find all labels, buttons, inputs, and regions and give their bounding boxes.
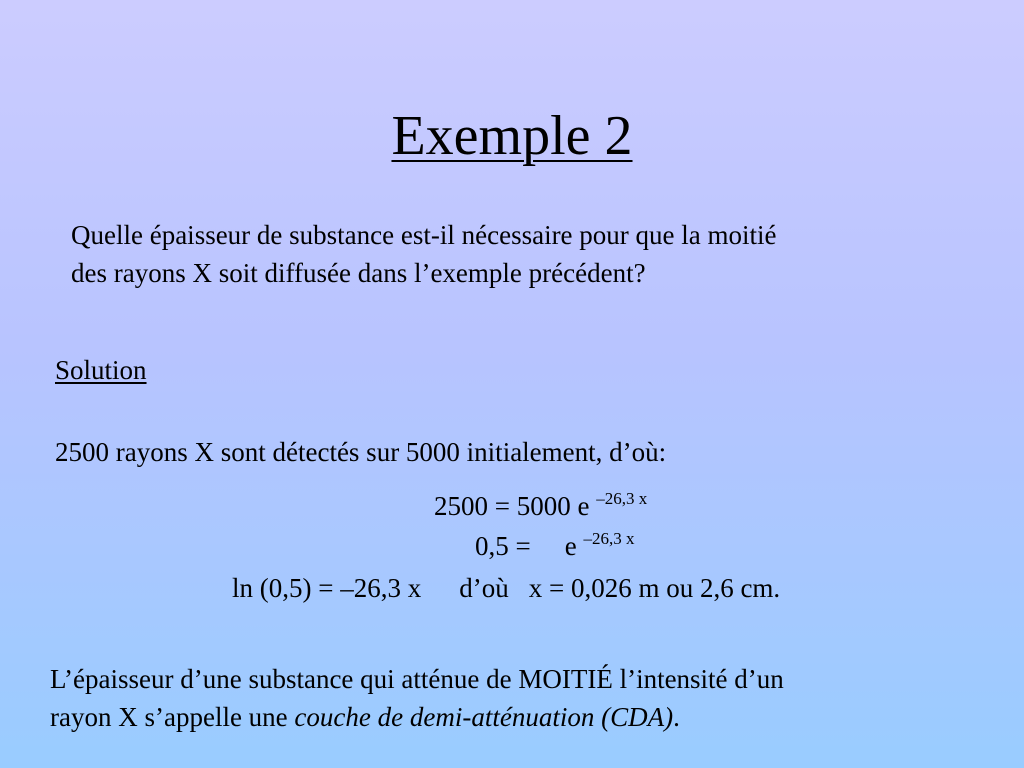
equation-1-base: 2500 = 5000 e xyxy=(434,491,590,521)
equation-1 xyxy=(434,488,647,524)
equation-2 xyxy=(475,528,634,564)
definition-text xyxy=(50,660,1010,736)
equation-2-base: 0,5 = xyxy=(475,531,531,561)
equation-2-exponent: –26,3 x xyxy=(583,529,635,548)
definition-term: couche de demi-atténuation (CDA) xyxy=(294,702,674,732)
question-line-2: des rayons X soit diffusée dans l’exemple précédent? xyxy=(71,258,646,288)
equation-2-e: e xyxy=(564,531,577,561)
slide-title: Exemple 2 xyxy=(391,105,633,167)
equation-3 xyxy=(232,570,780,606)
solution-heading: Solution xyxy=(55,355,147,385)
equation-3-part-1: ln (0,5) = –26,3 x xyxy=(232,573,422,603)
solution-intro: 2500 rayons X sont détectés sur 5000 initialement, d’où: xyxy=(55,437,667,467)
definition-line-1: L’épaisseur d’une substance qui atténue de MOITIÉ l’intensité d’un xyxy=(50,664,784,694)
question-text xyxy=(71,216,1011,292)
equation-3-part-2: d’où xyxy=(459,573,509,603)
definition-line-2-suffix: . xyxy=(673,702,680,732)
equation-1-exponent: –26,3 x xyxy=(596,489,648,508)
question-line-1: Quelle épaisseur de substance est-il nécessaire pour que la moitié xyxy=(71,220,777,250)
definition-line-2-prefix: rayon X s’appelle une xyxy=(50,702,288,732)
equation-3-part-3: x = 0,026 m ou 2,6 cm. xyxy=(528,573,781,603)
definition-line-2 xyxy=(50,698,1010,736)
